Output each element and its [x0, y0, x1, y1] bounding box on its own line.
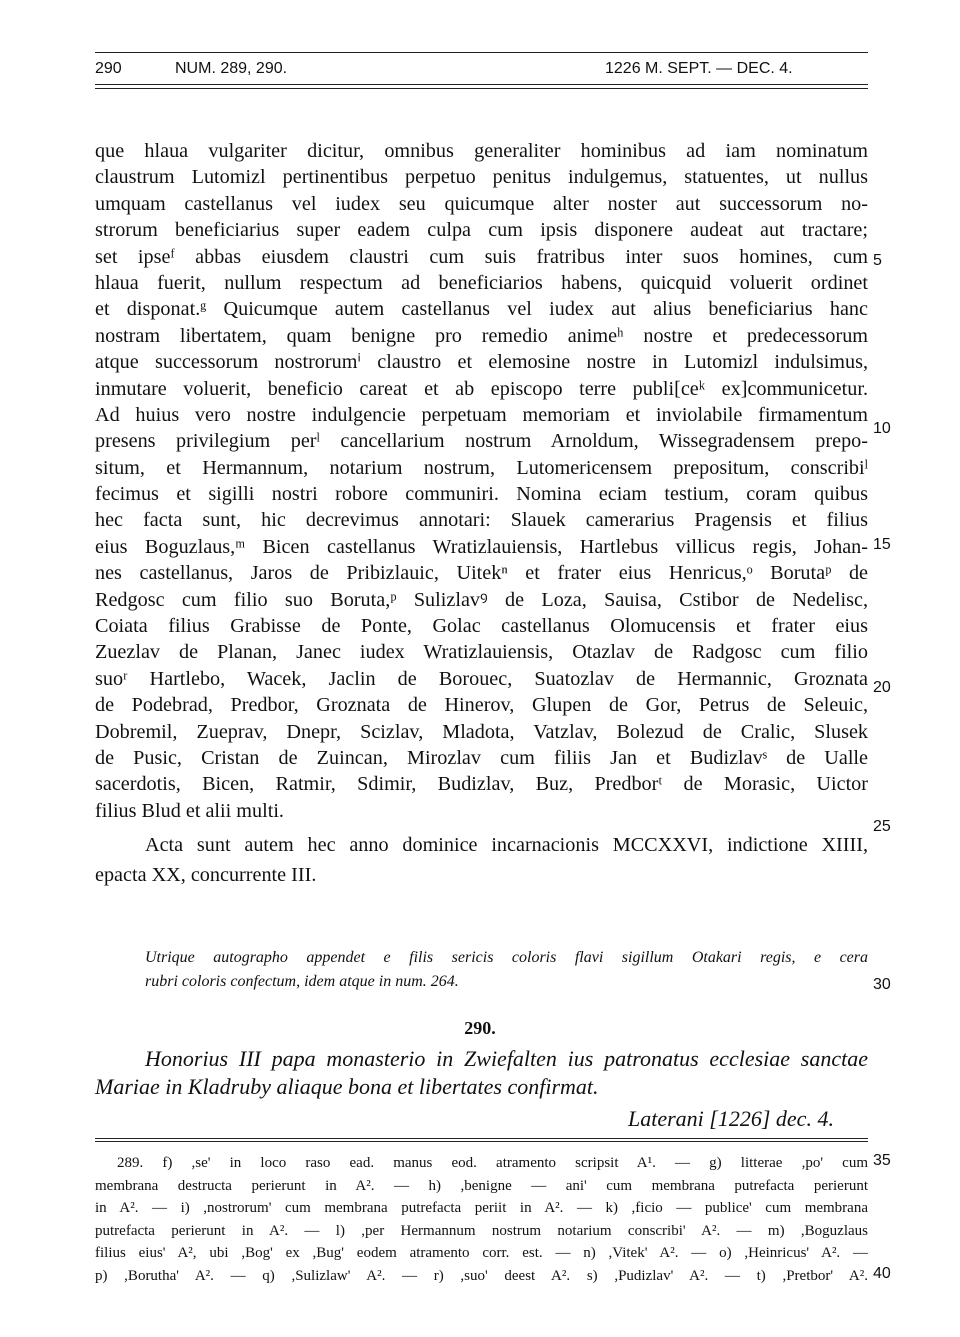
text-line: eius Boguzlaus,ᵐ Bicen castellanus Wratizlauiensis, Hartlebus villicus regis, Johan-	[95, 535, 868, 558]
text-line: de Podebrad, Predbor, Groznata de Hinerov, Glupen de Gor, Petrus de Seleuic,	[95, 694, 868, 717]
editorial-note	[145, 946, 868, 994]
line-number: 20	[873, 679, 891, 696]
footnote-line: p) ,Borutha' A². — q) ,Sulizlaw' A². — r) ,suo' deest A². s) ,Pudizlav' A². — t) ,Pretbor' A².	[95, 1267, 868, 1284]
text-line: Ad huius vero nostre indulgencie perpetuam memoriam et inviolabile firmamentum	[95, 403, 868, 426]
text-line: hec facta sunt, hic decrevimus annotari: Slauek camerarius Pragensis et filius	[95, 509, 868, 532]
line-number: 10	[873, 420, 891, 437]
line-number: 15	[873, 536, 891, 553]
text-line: situm, et Hermannum, notarium nostrum, Lutomericensem prepositum, conscribiˡ	[95, 456, 868, 479]
header-rule-top	[95, 52, 868, 53]
text-line: Dobremil, Zueprav, Dnepr, Scizlav, Mladota, Vatzlav, Bolezud de Cralic, Slusek	[95, 720, 868, 743]
line-number: 35	[873, 1152, 891, 1169]
header-rule-bottom-2	[95, 88, 868, 89]
text-line: strorum beneficiarius super eadem culpa cum ipsis disponere audeat aut tractare;	[95, 219, 868, 242]
footnote-line: 289. f) ,se' in loco raso ead. manus eod. atramento scripsit A¹. — g) litterae ,po' cum	[117, 1155, 868, 1171]
header-date: 1226 M. SEPT. — DEC. 4.	[605, 60, 793, 77]
line-number: 30	[873, 976, 891, 993]
regest	[95, 1045, 868, 1101]
footnote-rule-2	[95, 1141, 868, 1142]
page-number: 290	[95, 60, 122, 77]
text-line: que hlaua vulgariter dicitur, omnibus generaliter hominibus ad iam nominatum	[95, 140, 868, 162]
text-line: suoʳ Hartlebo, Wacek, Jaclin de Borouec, Suatozlav de Hermannic, Groznata	[95, 667, 868, 690]
document-number: 290.	[464, 1018, 496, 1038]
text-line: inmutare voluerit, beneficio careat et ab episcopo terre publi[ceᵏ ex]communicetur.	[95, 377, 868, 400]
text-line: nostram libertatem, quam benigne pro remedio animeʰ nostre et predecessorum	[95, 324, 868, 347]
regest-line: Honorius III papa monasterio in Zwiefalten ius patronatus ecclesiae sanctae	[145, 1046, 868, 1071]
running-header	[95, 60, 868, 80]
text-line: set ipseᶠ abbas eiusdem claustri cum suis fratribus inter suos homines, cum	[95, 245, 868, 268]
charter-text	[95, 138, 868, 888]
text-line: nes castellanus, Jaros de Pribizlauic, Uitekⁿ et frater eius Henricus,ᵒ Borutaᵖ de	[95, 562, 868, 585]
note-line: Utrique autographo appendet e filis sericis coloris flavi sigillum Otakari regis, e cera	[145, 949, 868, 966]
text-line: et disponat.ᵍ Quicumque autem castellanus vel iudex aut alius beneficiarius hanc	[95, 298, 868, 321]
note-line: rubri coloris confectum, idem atque in num. 264.	[145, 973, 459, 990]
footnote-line: filius eius' A², ubi ,Bog' ex ,Bug' eodem atramento corr. est. — n) ,Vitek' A². — o) ,Heinricus' A². —	[95, 1245, 868, 1261]
text-line: claustrum Lutomizl pertinentibus perpetuo penitus indulgemus, statuentes, ut nullus	[95, 166, 868, 189]
line-number: 25	[873, 818, 891, 835]
header-rule-bottom	[95, 84, 868, 85]
text-line: de Pusic, Cristan de Zuincan, Mirozlav cum filiis Jan et Budizlavˢ de Ualle	[95, 746, 868, 769]
text-line: fecimus et sigilli nostri robore communiri. Nomina eciam testium, coram quibus	[95, 483, 868, 506]
document-numbers: NUM. 289, 290.	[175, 60, 288, 77]
regest-line: Mariae in Kladruby aliaque bona et libertates confirmat.	[95, 1074, 599, 1099]
text-line: epacta XX, concurrente III.	[95, 863, 317, 886]
text-line: Acta sunt autem hec anno dominice incarnacionis MCCXXVI, indictione XIIII,	[145, 834, 868, 857]
place-date: Laterani [1226] dec. 4.	[628, 1106, 834, 1131]
text-line: hlaua fuerit, nullum respectum ad beneficiarios habens, quicquid voluerit ordinet	[95, 271, 868, 294]
text-line: Coiata filius Grabisse de Ponte, Golac castellanus Olomucensis et frater eius	[95, 615, 868, 638]
text-line: filius Blud et alii multi.	[95, 799, 284, 822]
text-line: atque successorum nostrorumⁱ claustro et elemosine nostre in Lutomizl indulsimus,	[95, 351, 868, 374]
footnote-line: membrana destructa perierunt in A². — h) ,benigne — ani' cum membrana putrefacta perierunt	[95, 1177, 868, 1194]
footnote-line: in A². — i) ,nostrorum' cum membrana putrefacta periit in A². — k) ,ficio — publice' cum membrana	[95, 1200, 868, 1216]
text-line: umquam castellanus vel iudex seu quicumque alter noster aut successorum no-	[95, 192, 868, 215]
line-number: 40	[873, 1265, 891, 1282]
text-line: Zuezlav de Planan, Janec iudex Wratizlauiensis, Otazlav de Radgosc cum filio	[95, 641, 868, 664]
text-line: Redgosc cum filio suo Boruta,ᵖ Sulizlavꝰ de Loza, Sauisa, Cstibor de Nedelisc,	[95, 588, 868, 611]
line-number: 5	[873, 252, 882, 269]
text-line: presens privilegium perˡ cancellarium nostrum Arnoldum, Wissegradensem prepo-	[95, 430, 868, 453]
footnote-rule	[95, 1138, 868, 1139]
footnotes	[95, 1152, 868, 1287]
footnote-line: putrefacta perierunt in A². — l) ,per Hermannum nostrum notarium conscribi' A². — m) ,Boguzlaus	[95, 1222, 868, 1239]
text-line: sacerdotis, Bicen, Ratmir, Sdimir, Budizlav, Buz, Predborᵗ de Morasic, Uictor	[95, 773, 868, 796]
